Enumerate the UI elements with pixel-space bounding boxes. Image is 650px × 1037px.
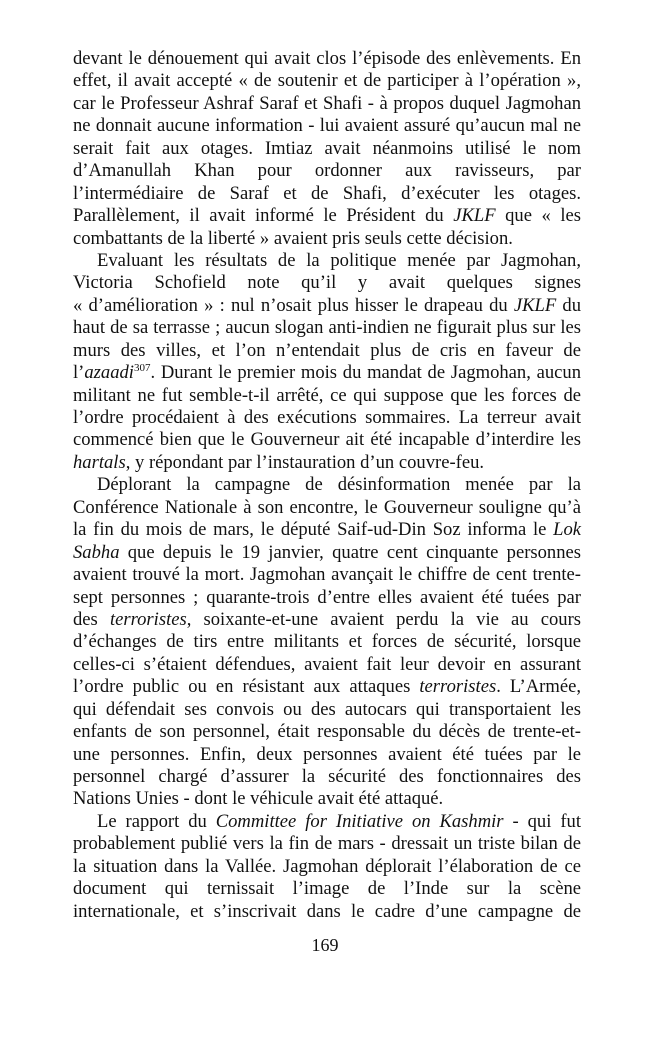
text-run: internationale, et s’inscrivait dans le cadre d’une campagne de — [73, 900, 581, 922]
text-run: l’ — [73, 362, 85, 384]
page-number: 169 — [311, 935, 339, 955]
text-run: commencé bien que le Gouverneur ait été incapable d’interdire les — [73, 429, 581, 451]
text-run: Déplorant la campagne de désinformation menée par la — [97, 474, 581, 496]
paragraph — [73, 474, 581, 811]
text-line — [73, 631, 581, 653]
text-line — [73, 878, 581, 900]
text-run: murs des villes, et l’on n’entendait plus de cris en faveur de — [73, 339, 581, 361]
text-run: l’ordre public ou en résistant aux attaques — [73, 676, 420, 698]
text-run: l’intermédiaire de Saraf et de Shafi, d’exécuter les otages. — [73, 182, 581, 204]
text-run: que « les — [495, 205, 581, 227]
text-line — [73, 385, 581, 407]
text-line — [73, 497, 581, 519]
text-line — [73, 183, 581, 205]
text-line — [73, 115, 581, 137]
text-run: devant le dénouement qui avait clos l’épisode des enlèvements. En — [73, 48, 581, 69]
text-line — [73, 250, 581, 272]
text-run: militant ne fut semble-t-il arrêté, ce qui suppose que les forces de — [73, 384, 581, 406]
text-run: avaient trouvé la mort. Jagmohan avançait le chiffre de cent trente- — [73, 564, 581, 586]
text-run: celles-ci s’étaient défendues, avaient fait leur devoir en assurant — [73, 653, 581, 675]
text-run: document qui ternissait l’image de l’Inde sur la scène — [73, 878, 581, 900]
text-line — [73, 429, 581, 451]
text-run: « d’amélioration » : nul n’osait plus hisser le drapeau du — [73, 294, 514, 316]
text-run: sept personnes ; quarante-trois d’entre elles avaient été tuées par — [73, 586, 581, 608]
italic-term: JKLF — [513, 294, 557, 316]
text-line — [73, 474, 581, 496]
paragraph — [73, 250, 581, 474]
text-run: car le Professeur Ashraf Saraf et Shafi - à propos duquel Jagmohan — [73, 92, 581, 114]
text-run: Victoria Schofield note qu’il y avait quelques signes — [73, 272, 581, 294]
text-line — [73, 856, 581, 878]
text-run: personnel chargé d’assurer la sécurité des fonctionnaires des — [73, 766, 581, 787]
italic-term: Sabha — [73, 541, 120, 563]
text-run: Le rapport du — [97, 810, 216, 832]
text-run: Conférence Nationale à son encontre, le Gouverneur souligne qu’à — [73, 496, 581, 518]
text-run: du — [556, 294, 581, 316]
text-line — [73, 699, 581, 721]
text-run: une personnes. Enfin, deux personnes avaient été tuées par le — [73, 743, 581, 765]
text-line — [73, 676, 581, 698]
text-line — [73, 609, 581, 631]
text-run: des — [73, 608, 110, 630]
text-line — [73, 295, 581, 317]
text-line — [73, 744, 581, 766]
text-line — [73, 205, 581, 227]
text-line — [73, 542, 581, 564]
text-line — [73, 901, 581, 923]
text-line — [73, 833, 581, 855]
text-line — [73, 519, 581, 541]
text-line — [73, 587, 581, 609]
text-run: , y répondant par l’instauration d’un couvre-feu. — [125, 451, 485, 473]
paragraph — [73, 48, 581, 250]
text-line — [73, 317, 581, 339]
text-run: ne donnait aucune information - lui avaient assuré qu’aucun mal ne — [73, 115, 581, 137]
text-run: probablement publié vers la fin de mars - dressait un triste bilan de — [73, 833, 581, 855]
text-run: serait fait aux otages. Imtiaz avait néanmoins utilisé le nom — [73, 137, 581, 159]
page-body — [73, 48, 581, 923]
text-run: Evaluant les résultats de la politique menée par Jagmohan, — [97, 249, 581, 271]
text-line — [73, 48, 581, 70]
text-line — [73, 340, 581, 362]
text-line — [73, 721, 581, 743]
italic-term: Lok — [553, 519, 581, 541]
paragraph — [73, 811, 581, 923]
text-run: d’Amanullah Khan pour ordonner aux ravisseurs, par — [73, 160, 581, 182]
text-run: l’ordre procédaient à des exécutions sommaires. La terreur avait — [73, 407, 581, 428]
text-run: que depuis le 19 janvier, quatre cent cinquante personnes — [119, 541, 581, 563]
text-run: la situation dans la Vallée. Jagmohan déplorait l’élaboration de ce — [73, 855, 581, 877]
text-line — [73, 407, 581, 429]
text-run: la fin du mois de mars, le député Saif-ud-Din Soz informa le — [73, 519, 554, 541]
italic-term: azaadi — [84, 362, 134, 384]
text-line — [73, 788, 581, 810]
text-run: enfants de son personnel, était responsable du décès de trente-et- — [73, 721, 581, 743]
text-line — [73, 228, 581, 250]
italic-term: Committee for Initiative on Kashmir — [215, 810, 504, 832]
italic-term: terroristes — [109, 608, 187, 630]
text-line — [73, 452, 581, 474]
italic-term: hartals — [73, 451, 126, 473]
italic-term: JKLF — [453, 205, 496, 227]
text-line — [73, 362, 581, 384]
text-line — [73, 70, 581, 92]
text-line — [73, 564, 581, 586]
text-line — [73, 272, 581, 294]
text-line — [73, 160, 581, 182]
text-run: , soixante-et-une avaient perdu la vie au cours — [186, 608, 581, 630]
text-run: haut de sa terrasse ; aucun slogan anti-indien ne figurait plus sur les — [73, 317, 581, 339]
text-line — [73, 138, 581, 160]
text-run: combattants de la liberté » avaient pris seuls cette décision. — [73, 227, 513, 249]
text-run: - qui fut — [503, 810, 581, 832]
text-line — [73, 654, 581, 676]
text-run: Parallèlement, il avait informé le Président du — [73, 205, 454, 227]
text-run: qui défendait ses convois ou des autocars qui transportaient les — [73, 698, 581, 720]
text-run: effet, il avait accepté « de soutenir et de participer à l’opération », — [73, 70, 581, 92]
text-line — [73, 93, 581, 115]
text-run: . L’Armée, — [496, 676, 581, 698]
italic-term: terroristes — [419, 676, 497, 698]
text-run: d’échanges de tirs entre militants et forces de sécurité, lorsque — [73, 631, 581, 653]
text-line — [73, 766, 581, 788]
text-line — [73, 811, 581, 833]
text-run: Nations Unies - dont le véhicule avait été attaqué. — [73, 788, 444, 810]
footnote-ref: 307 — [133, 362, 151, 375]
text-run: . Durant le premier mois du mandat de Jagmohan, aucun — [150, 362, 581, 384]
